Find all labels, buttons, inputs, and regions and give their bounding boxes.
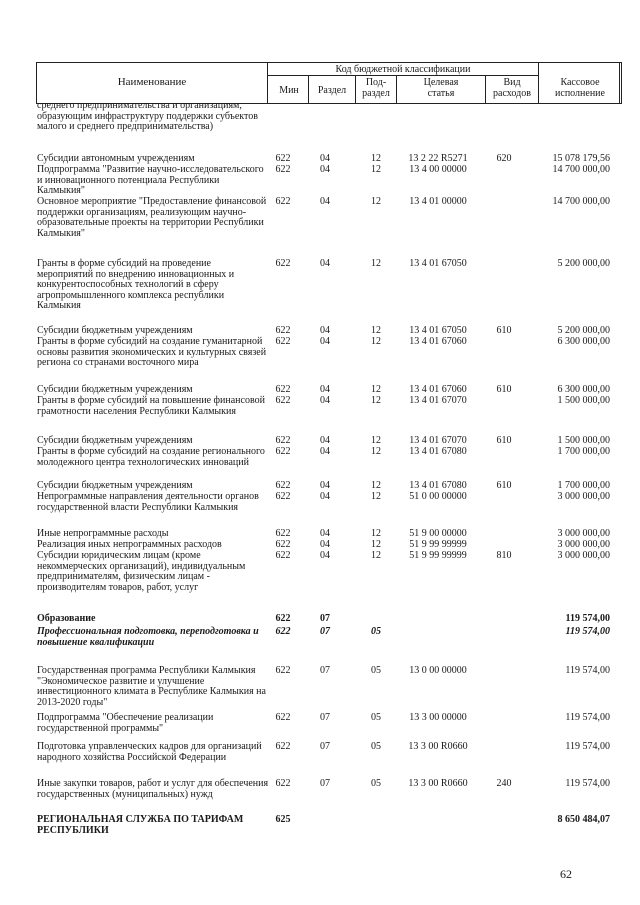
cell-razdel: 07 xyxy=(320,741,330,752)
cell-podr: 05 xyxy=(371,778,381,789)
cell-cel: 13 4 01 67080 xyxy=(409,446,467,457)
cell-cel: 13 4 01 67070 xyxy=(409,435,467,446)
cell-razdel: 04 xyxy=(320,325,330,336)
cell-min: 622 xyxy=(275,741,291,752)
cell-min: 622 xyxy=(275,435,291,446)
header-name: Наименование xyxy=(117,76,187,88)
cell-sum: 119 574,00 xyxy=(565,778,610,789)
cell-min: 622 xyxy=(275,196,291,207)
cell-cel: 13 3 00 R0660 xyxy=(408,741,468,752)
cell-min: 625 xyxy=(275,814,291,825)
cell-name: Основное мероприятие "Предоставление финансовой поддержки организациям, реализующим научно-образовательные проекты на территории Республики Калмыкия" xyxy=(37,196,267,239)
cell-cel: 51 0 00 00000 xyxy=(409,491,467,502)
cell-sum: 6 300 000,00 xyxy=(557,336,610,347)
page-number: 62 xyxy=(560,867,572,881)
cell-vid: 240 xyxy=(496,778,512,789)
cell-cel: 13 2 22 R5271 xyxy=(408,153,468,164)
header-celevaya: Целевая статья xyxy=(423,77,459,99)
cell-sum: 5 200 000,00 xyxy=(557,258,610,269)
header-kassa: Кассовое исполнение xyxy=(555,77,605,99)
header-razdel: Раздел xyxy=(317,85,347,96)
cell-name: Подготовка управленческих кадров для организаций народного хозяйства Российской Федерации xyxy=(37,741,262,763)
cell-cel: 13 4 01 00000 xyxy=(409,196,467,207)
cell-razdel: 04 xyxy=(320,539,330,550)
cell-cel: 13 0 00 00000 xyxy=(409,665,467,676)
cell-podr: 12 xyxy=(371,384,381,395)
cell-sum: 119 574,00 xyxy=(565,613,610,624)
cell-sum: 5 200 000,00 xyxy=(557,325,610,336)
table-header xyxy=(36,62,620,104)
cell-name: Субсидии бюджетным учреждениям xyxy=(37,325,193,336)
cell-podr: 05 xyxy=(371,741,381,752)
cell-razdel: 07 xyxy=(320,665,330,676)
cell-razdel: 04 xyxy=(320,384,330,395)
cell-podr: 05 xyxy=(371,712,381,723)
cell-name: Подпрограмма "Развитие научно-исследовательского и инновационного потенциала Республики Калмыкия" xyxy=(37,164,264,197)
cell-min: 622 xyxy=(275,613,291,624)
cell-sum: 119 574,00 xyxy=(565,665,610,676)
header-min: Мин xyxy=(279,85,299,96)
cell-vid: 610 xyxy=(496,435,512,446)
cell-sum: 8 650 484,07 xyxy=(557,814,610,825)
cell-cel: 13 4 01 67050 xyxy=(409,325,467,336)
cell-sum: 1 700 000,00 xyxy=(557,446,610,457)
cell-min: 622 xyxy=(275,153,291,164)
cell-cel: 51 9 99 99999 xyxy=(409,539,467,550)
cell-podr: 12 xyxy=(371,196,381,207)
cell-cel: 51 9 00 00000 xyxy=(409,528,467,539)
cell-name: Образование xyxy=(37,613,96,624)
cell-min: 622 xyxy=(275,384,291,395)
cell-podr: 12 xyxy=(371,395,381,406)
cell-cel: 13 3 00 00000 xyxy=(409,712,467,723)
cell-podr: 12 xyxy=(371,480,381,491)
cell-min: 622 xyxy=(275,480,291,491)
cell-min: 622 xyxy=(275,778,291,789)
cell-name: Иные непрограммные расходы xyxy=(37,528,169,539)
cell-sum: 14 700 000,00 xyxy=(552,196,610,207)
cell-name: Субсидии бюджетным учреждениям xyxy=(37,480,193,491)
cell-name: Субсидии юридическим лицам (кроме некоммерческих организаций), индивидуальным предпринимателям, физическим лицам - производителям товаров, работ, услуг xyxy=(37,550,246,593)
cell-razdel: 04 xyxy=(320,153,330,164)
cell-sum: 6 300 000,00 xyxy=(557,384,610,395)
cell-min: 622 xyxy=(275,395,291,406)
cell-razdel: 04 xyxy=(320,164,330,175)
cell-cel: 13 4 01 67080 xyxy=(409,480,467,491)
header-vid: Вид расходов xyxy=(493,77,531,99)
cell-sum: 14 700 000,00 xyxy=(552,164,610,175)
cell-podr: 12 xyxy=(371,539,381,550)
cell-min: 622 xyxy=(275,539,291,550)
cell-name: Субсидии бюджетным учреждениям xyxy=(37,435,193,446)
cell-min: 622 xyxy=(275,446,291,457)
cell-sum: 119 574,00 xyxy=(565,741,610,752)
cell-sum: 3 000 000,00 xyxy=(557,491,610,502)
cell-name: Гранты в форме субсидий на создание гуманитарной основы развития экономических и культурных связей региона со странами восточного мира xyxy=(37,336,267,369)
cell-podr: 12 xyxy=(371,491,381,502)
cell-vid: 610 xyxy=(496,325,512,336)
cell-razdel: 04 xyxy=(320,528,330,539)
cell-name: Субсидии автономным учреждениям xyxy=(37,153,195,164)
header-group: Код бюджетной классификации xyxy=(335,64,471,75)
cell-razdel: 04 xyxy=(320,395,330,406)
cell-vid: 810 xyxy=(496,550,512,561)
cell-razdel: 07 xyxy=(320,778,330,789)
cell-podr: 12 xyxy=(371,446,381,457)
cell-podr: 12 xyxy=(371,336,381,347)
cell-min: 622 xyxy=(275,665,291,676)
cell-min: 622 xyxy=(275,336,291,347)
cell-podr: 12 xyxy=(371,550,381,561)
cell-razdel: 04 xyxy=(320,480,330,491)
cell-cel: 13 4 01 67050 xyxy=(409,258,467,269)
cell-razdel: 04 xyxy=(320,435,330,446)
cell-razdel: 04 xyxy=(320,196,330,207)
cell-name: Профессиональная подготовка, переподготовка и повышение квалификации xyxy=(37,626,259,648)
cell-razdel: 04 xyxy=(320,336,330,347)
cell-sum: 119 574,00 xyxy=(565,712,610,723)
cell-name: Гранты в форме субсидий на проведение мероприятий по внедрению инновационных и конкурентоспособных технологий в сферу агропромышленного комплекса республики Калмыкия xyxy=(37,258,235,312)
cell-razdel: 07 xyxy=(320,712,330,723)
cell-sum: 3 000 000,00 xyxy=(557,539,610,550)
cell-sum: 1 700 000,00 xyxy=(557,480,610,491)
cell-podr: 12 xyxy=(371,435,381,446)
cell-name: Гранты в форме субсидий на повышение финансовой грамотности населения Республики Калмыкия xyxy=(37,395,265,417)
header-podrazdel: Под- раздел xyxy=(362,77,390,99)
cell-razdel: 07 xyxy=(320,626,330,637)
cell-name: Государственная программа Республики Калмыкия "Экономическое развитие и улучшение инвестиционного климата в Республике Калмыкия на 2013-2020 годы" xyxy=(37,665,266,708)
cell-name: РЕГИОНАЛЬНАЯ СЛУЖБА ПО ТАРИФАМ РЕСПУБЛИКИ xyxy=(37,814,244,836)
cell-name: Непрограммные направления деятельности органов государственной власти Республики Калмыкия xyxy=(37,491,259,513)
cell-sum: 3 000 000,00 xyxy=(557,528,610,539)
cell-podr: 12 xyxy=(371,164,381,175)
cell-razdel: 07 xyxy=(320,613,330,624)
cell-podr: 12 xyxy=(371,528,381,539)
cell-cel: 13 3 00 R0660 xyxy=(408,778,468,789)
cell-podr: 12 xyxy=(371,153,381,164)
cell-cel: 13 4 00 00000 xyxy=(409,164,467,175)
cell-podr: 05 xyxy=(371,626,381,637)
cell-podr: 12 xyxy=(371,258,381,269)
cell-podr: 05 xyxy=(371,665,381,676)
cell-razdel: 04 xyxy=(320,550,330,561)
cell-razdel: 04 xyxy=(320,446,330,457)
cell-razdel: 04 xyxy=(320,491,330,502)
cell-min: 622 xyxy=(275,325,291,336)
cell-min: 622 xyxy=(275,550,291,561)
cell-name: Реализация иных непрограммных расходов xyxy=(37,539,222,550)
cell-cel: 13 4 01 67060 xyxy=(409,336,467,347)
cell-sum: 1 500 000,00 xyxy=(557,435,610,446)
cell-min: 622 xyxy=(275,164,291,175)
cell-min: 622 xyxy=(275,712,291,723)
cell-sum: 3 000 000,00 xyxy=(557,550,610,561)
cell-min: 622 xyxy=(275,528,291,539)
cell-sum: 15 078 179,56 xyxy=(552,153,610,164)
cell-cel: 13 4 01 67070 xyxy=(409,395,467,406)
cell-vid: 610 xyxy=(496,384,512,395)
cell-name: Субсидии бюджетным учреждениям xyxy=(37,384,193,395)
cell-razdel: 04 xyxy=(320,258,330,269)
cell-cel: 51 9 99 99999 xyxy=(409,550,467,561)
cell-name: Гранты в форме субсидий на создание регионального молодежного центра технологических инноваций xyxy=(37,446,265,468)
cell-sum: 1 500 000,00 xyxy=(557,395,610,406)
cell-sum: 119 574,00 xyxy=(565,626,610,637)
cell-name: Иные закупки товаров, работ и услуг для обеспечения государственных (муниципальных) нужд xyxy=(37,778,269,800)
cell-podr: 12 xyxy=(371,325,381,336)
cell-min: 622 xyxy=(275,258,291,269)
cell-min: 622 xyxy=(275,626,291,637)
cell-min: 622 xyxy=(275,491,291,502)
cell-cel: 13 4 01 67060 xyxy=(409,384,467,395)
cell-name: среднего предпринимательства и организациям, образующим инфраструктуру поддержки субъектов малого и среднего предпринимательства) xyxy=(37,100,258,133)
cell-vid: 620 xyxy=(496,153,512,164)
cell-vid: 610 xyxy=(496,480,512,491)
cell-name: Подпрограмма "Обеспечение реализации государственной программы" xyxy=(37,712,214,734)
